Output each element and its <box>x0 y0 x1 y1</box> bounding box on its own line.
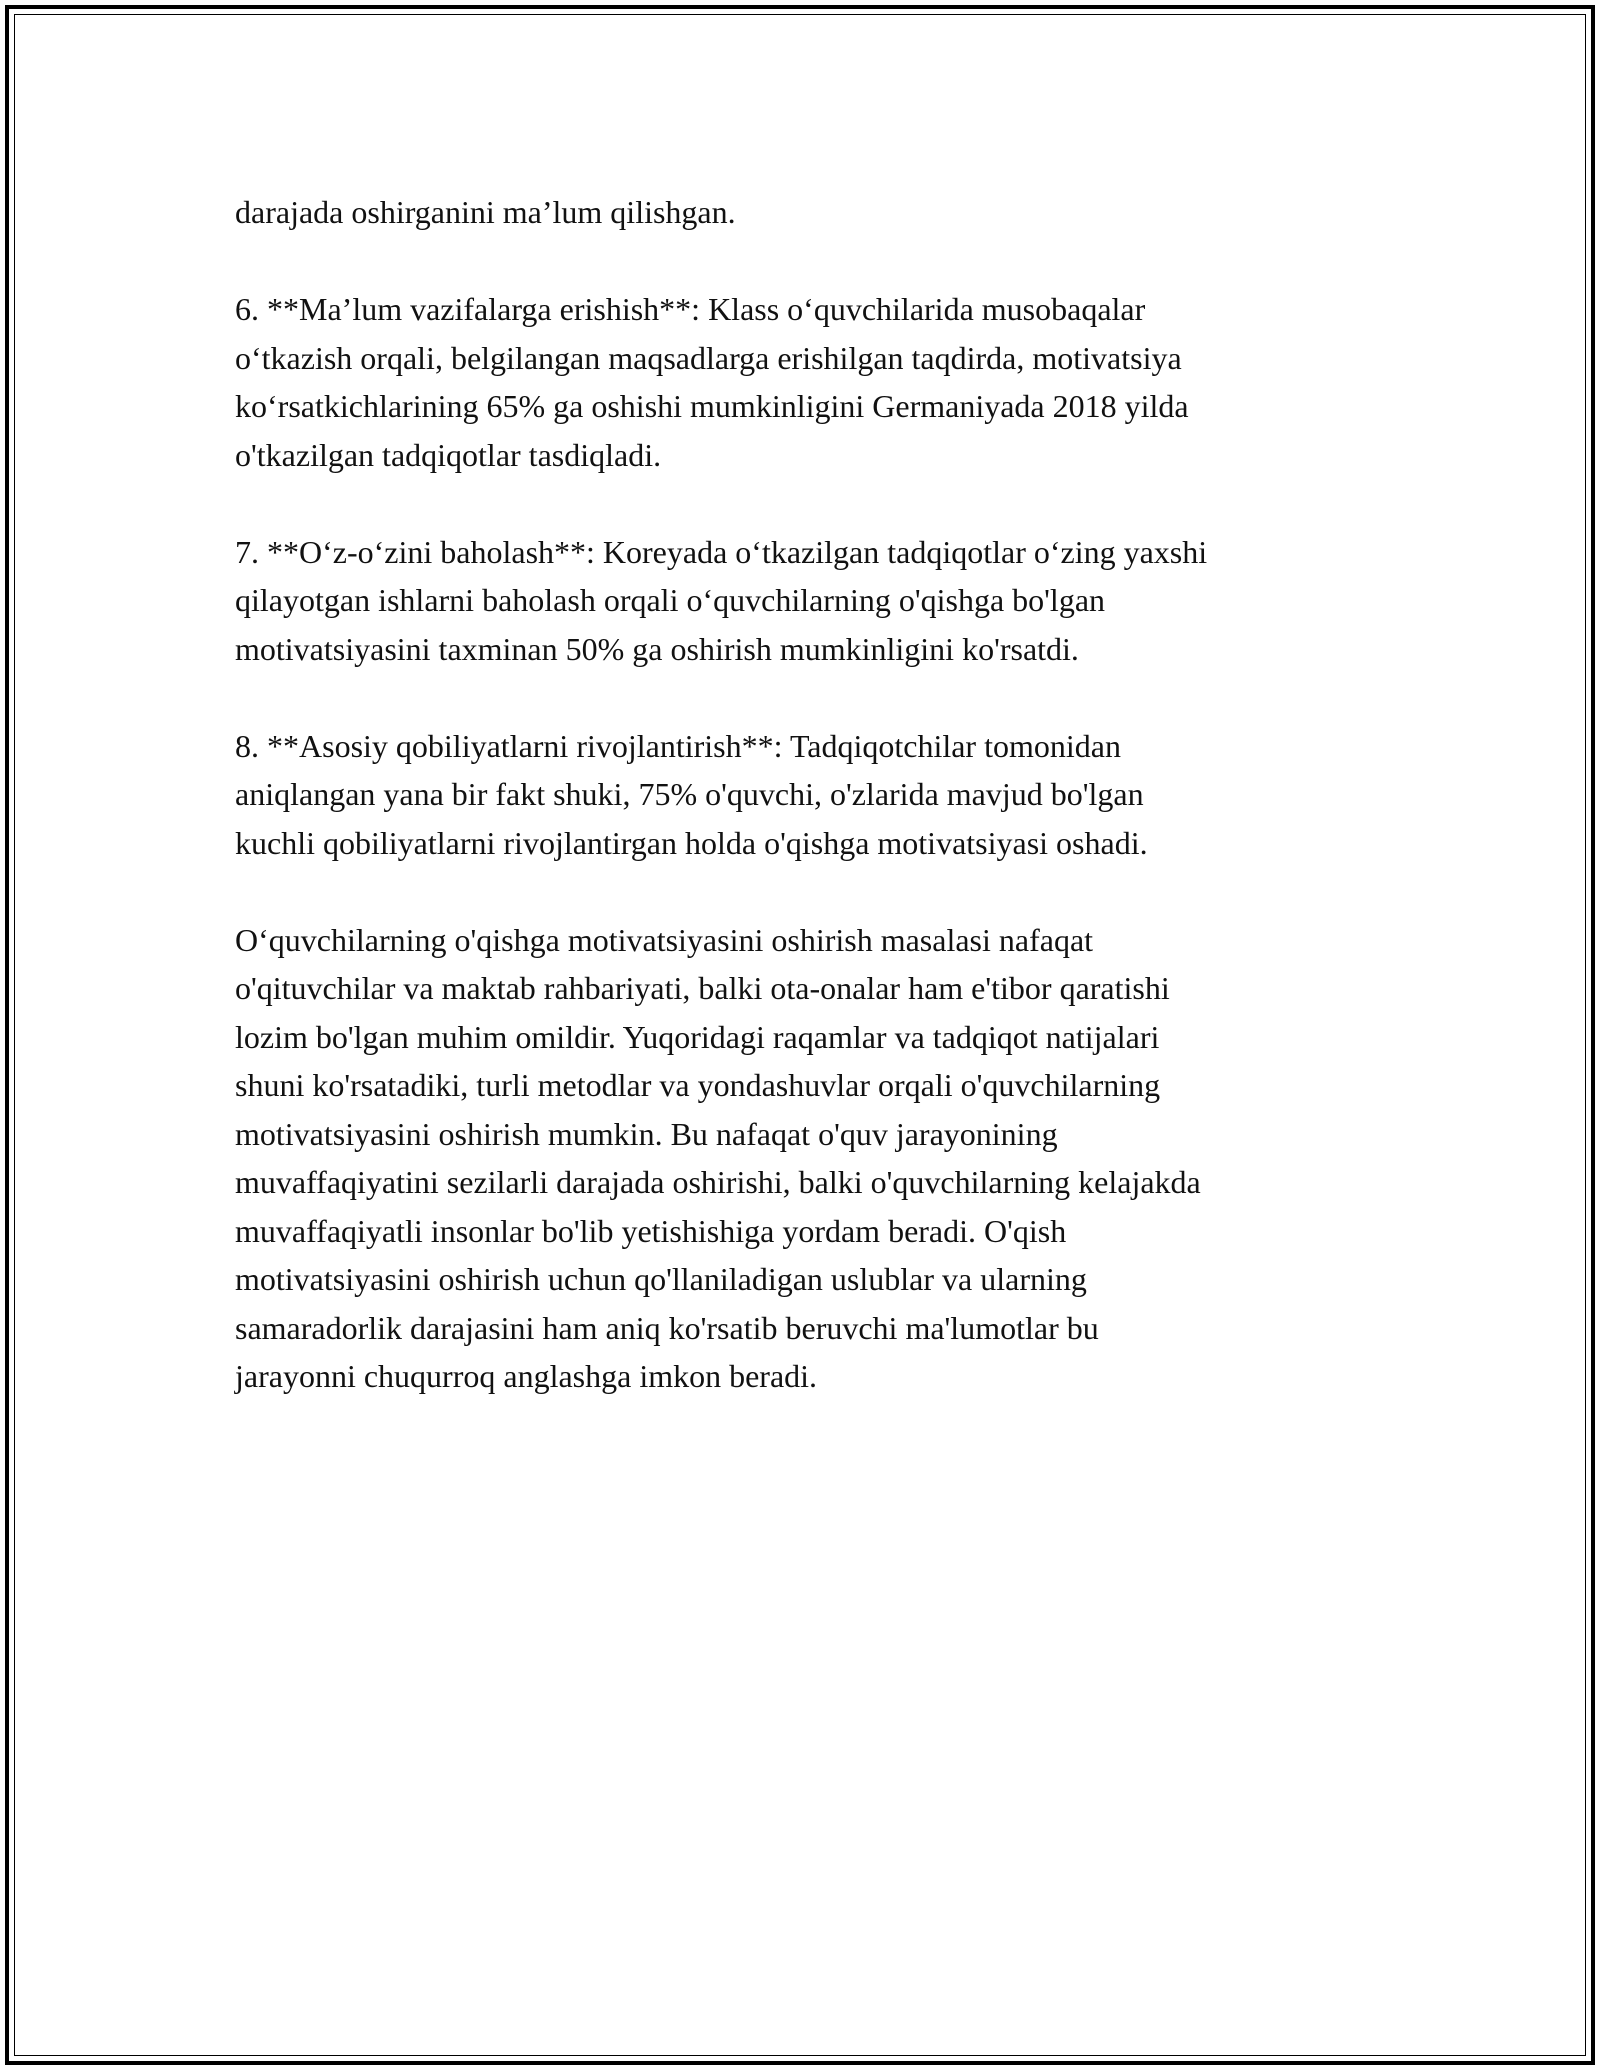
text-line: ko‘rsatkichlarining 65% ga oshishi mumkinligini Germaniyada 2018 yilda <box>235 388 1189 424</box>
text-line: o‘tkazish orqali, belgilangan maqsadlarga erishilgan taqdirda, motivatsiya <box>235 339 1182 376</box>
text-line: muvaffaqiyatini sezilarli darajada oshirishi, balki o'quvchilarning kelajakda <box>235 1164 1201 1200</box>
text-line: motivatsiyasini oshirish mumkin. Bu nafaqat o'quv jarayonining <box>235 1115 1058 1152</box>
text-line: 6. **Ma’lum vazifalarga erishish**: Klass o‘quvchilarida musobaqalar <box>235 291 1146 327</box>
text-line: aniqlangan yana bir fakt shuki, 75% o'quvchi, o'zlarida mavjud bo'lgan <box>235 776 1144 812</box>
text-line: O‘quvchilarning o'qishga motivatsiyasini oshirish masalasi nafaqat <box>235 921 1094 958</box>
text-line: o'qituvchilar va maktab rahbariyati, balki ota-onalar ham e'tibor qaratishi <box>235 970 1170 1006</box>
text-line: motivatsiyasini taxminan 50% ga oshirish mumkinligini ko'rsatdi. <box>235 630 1079 667</box>
text-line: motivatsiyasini oshirish uchun qo'llaniladigan uslublar va ularning <box>235 1261 1087 1297</box>
paragraph-item-7 <box>235 528 1375 674</box>
text-line: 8. **Asosiy qobiliyatlarni rivojlantirish**: Tadqiqotchilar tomonidan <box>235 727 1121 764</box>
paragraph-item-6 <box>235 285 1375 479</box>
text-line: samaradorlik darajasini ham aniq ko'rsatib beruvchi ma'lumotlar bu <box>235 1309 1099 1346</box>
text-line: 7. **O‘z-o‘zini baholash**: Koreyada o‘tkazilgan tadqiqotlar o‘zing yaxshi <box>235 533 1208 570</box>
text-line: o'tkazilgan tadqiqotlar tasdiqladi. <box>235 436 662 473</box>
paragraph-continuation <box>235 188 1375 237</box>
text-line: lozim bo'lgan muhim omildir. Yuqoridagi raqamlar va tadqiqot natijalari <box>235 1018 1160 1055</box>
paragraph-conclusion <box>235 916 1375 1401</box>
text-line: shuni ko'rsatadiki, turli metodlar va yondashuvlar orqali o'quvchilarning <box>235 1067 1161 1103</box>
text-line: muvaffaqiyatli insonlar bo'lib yetishishiga yordam beradi. O'qish <box>235 1212 1067 1249</box>
text-line: darajada oshirganini ma’lum qilishgan. <box>235 194 736 230</box>
text-line: jarayonni chuqurroq anglashga imkon beradi. <box>235 1358 818 1394</box>
paragraph-item-8 <box>235 722 1375 868</box>
text-line: kuchli qobiliyatlarni rivojlantirgan holda o'qishga motivatsiyasi oshadi. <box>235 824 1148 861</box>
document-body <box>235 188 1375 1401</box>
text-line: qilayotgan ishlarni baholash orqali o‘quvchilarning o'qishga bo'lgan <box>235 582 1106 618</box>
